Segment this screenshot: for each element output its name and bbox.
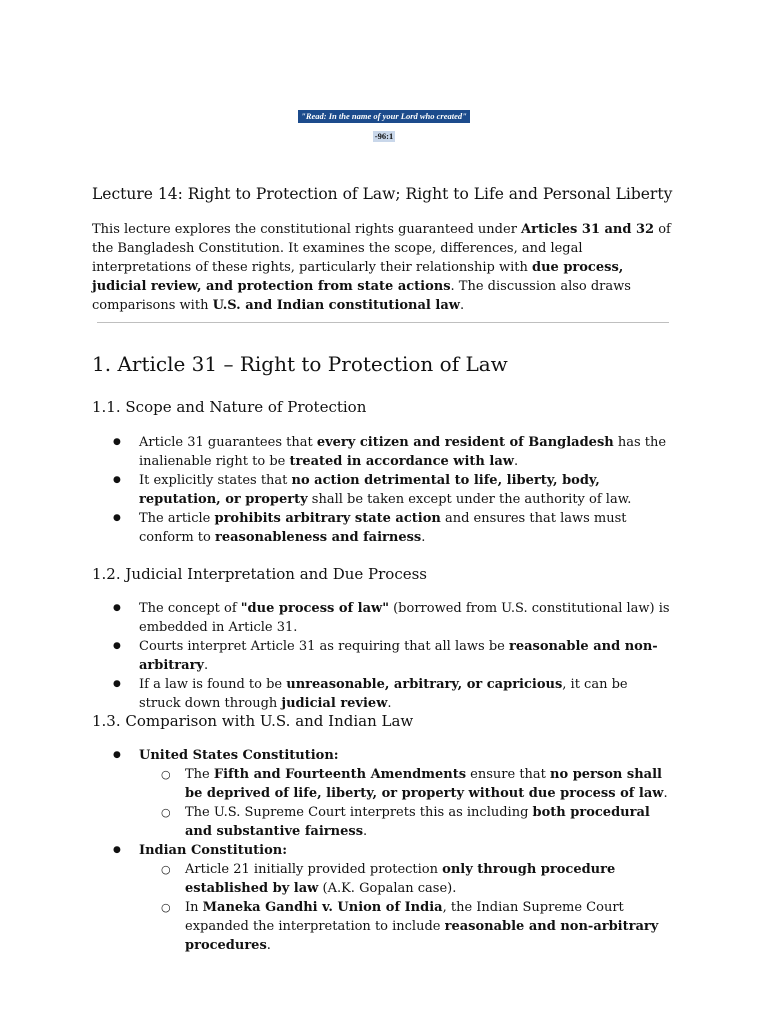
sub-list-india [139, 860, 671, 955]
section-heading-article-31: 1. Article 31 – Right to Protection of Law [92, 352, 508, 376]
subsection-heading-1-3: 1.3. Comparison with U.S. and Indian Law [92, 712, 414, 730]
bullet-list-1-1 [0, 433, 768, 547]
item-bold: "due process of law" [240, 601, 389, 616]
item-text: The [185, 767, 214, 782]
item-text: ensure that [466, 767, 551, 782]
intro-text: . The discussion also draws comparisons with [92, 279, 631, 313]
intro-text: of the Bangladesh Constitution. It examines the scope, differences, and legal interpretations of these rights, particularly their relationship with [92, 222, 671, 275]
item-text: Courts interpret Article 31 as requiring that all laws be [139, 639, 509, 654]
sub-list-item [139, 898, 677, 955]
header-reference: -96:1 [374, 131, 394, 141]
item-bold: unreasonable, arbitrary, or capricious [286, 677, 563, 692]
item-text: shall be taken except under the authority of law. [307, 492, 632, 507]
list-item [0, 433, 671, 471]
bullet-list-1-2 [0, 599, 768, 713]
list-item [0, 637, 671, 675]
intro-bold: due process, judicial review, and protection from state actions [92, 260, 624, 294]
item-bold: reasonable and non-arbitrary procedures [185, 919, 659, 953]
item-text: , the Indian Supreme Court expanded the interpretation to include [185, 900, 624, 934]
item-bold: prohibits arbitrary state action [214, 511, 441, 526]
item-text: , it can be struck down through [139, 677, 628, 711]
list-item [0, 841, 671, 955]
sub-list-item [139, 860, 677, 898]
intro-bold: U.S. and Indian constitutional law [212, 298, 460, 313]
item-text: The concept of [139, 601, 241, 616]
item-bold: no action detrimental to life, liberty, body, reputation, or property [139, 473, 600, 507]
header-reference-block [0, 124, 768, 143]
bullet-list-1-3 [0, 746, 768, 955]
item-bold: Fifth and Fourteenth Amendments [213, 767, 467, 782]
item-text: The U.S. Supreme Court interprets this as including [185, 805, 533, 820]
intro-paragraph [92, 220, 674, 315]
horizontal-divider [97, 322, 669, 323]
item-bold: only through procedure established by law [185, 862, 616, 896]
subsection-heading-1-2: 1.2. Judicial Interpretation and Due Process [92, 565, 428, 583]
item-text: . [421, 530, 426, 545]
item-bold: no person shall be deprived of life, liberty, or property without due process of law [185, 767, 664, 801]
item-text: In [185, 900, 203, 915]
lecture-title: Lecture 14: Right to Protection of Law; Right to Life and Personal Liberty [92, 185, 673, 203]
item-text: (borrowed from U.S. constitutional law) is embedded in Article 31. [139, 601, 670, 635]
us-constitution-label: United States Constitution: [139, 748, 339, 763]
header-quote-block [0, 104, 768, 123]
item-text: . [387, 696, 392, 711]
item-bold: judicial review [281, 696, 388, 711]
intro-text: This lecture explores the constitutional rights guaranteed under [92, 222, 522, 237]
item-text: . [363, 824, 368, 839]
item-text: The article [139, 511, 215, 526]
item-text: It explicitly states that [139, 473, 292, 488]
item-bold: both procedural and substantive fairness [185, 805, 650, 839]
item-text: . [203, 658, 209, 673]
item-bold: every citizen and resident of Bangladesh [316, 435, 614, 450]
list-item [0, 675, 671, 713]
sub-list-item [139, 803, 677, 841]
header-quote: "Read: In the name of your Lord who created" [298, 110, 470, 123]
list-item [0, 471, 671, 509]
item-text: Article 31 guarantees that [139, 435, 317, 450]
list-item [0, 746, 671, 841]
list-item [0, 509, 671, 547]
item-text: and ensures that laws must conform to [139, 511, 627, 545]
indian-constitution-label: Indian Constitution: [139, 843, 288, 858]
subsection-heading-1-1: 1.1. Scope and Nature of Protection [92, 398, 367, 416]
intro-text: . [459, 298, 465, 313]
sub-list-item [139, 765, 677, 803]
item-bold: treated in accordance with law [289, 454, 514, 469]
item-bold: Maneka Gandhi v. Union of India [202, 900, 443, 915]
item-text: has the inalienable right to be [139, 435, 667, 469]
item-bold: reasonable and non-arbitrary [139, 639, 658, 673]
item-bold: reasonableness and fairness [214, 530, 422, 545]
item-text: . [513, 454, 519, 469]
item-text: . [663, 786, 668, 801]
intro-bold: Articles 31 and 32 [521, 222, 655, 237]
item-text: (A.K. Gopalan case). [318, 881, 457, 896]
item-text: Article 21 initially provided protection [185, 862, 443, 877]
item-text: . [266, 938, 271, 953]
list-item [0, 599, 671, 637]
item-text: If a law is found to be [139, 677, 287, 692]
sub-list-us [139, 765, 671, 841]
